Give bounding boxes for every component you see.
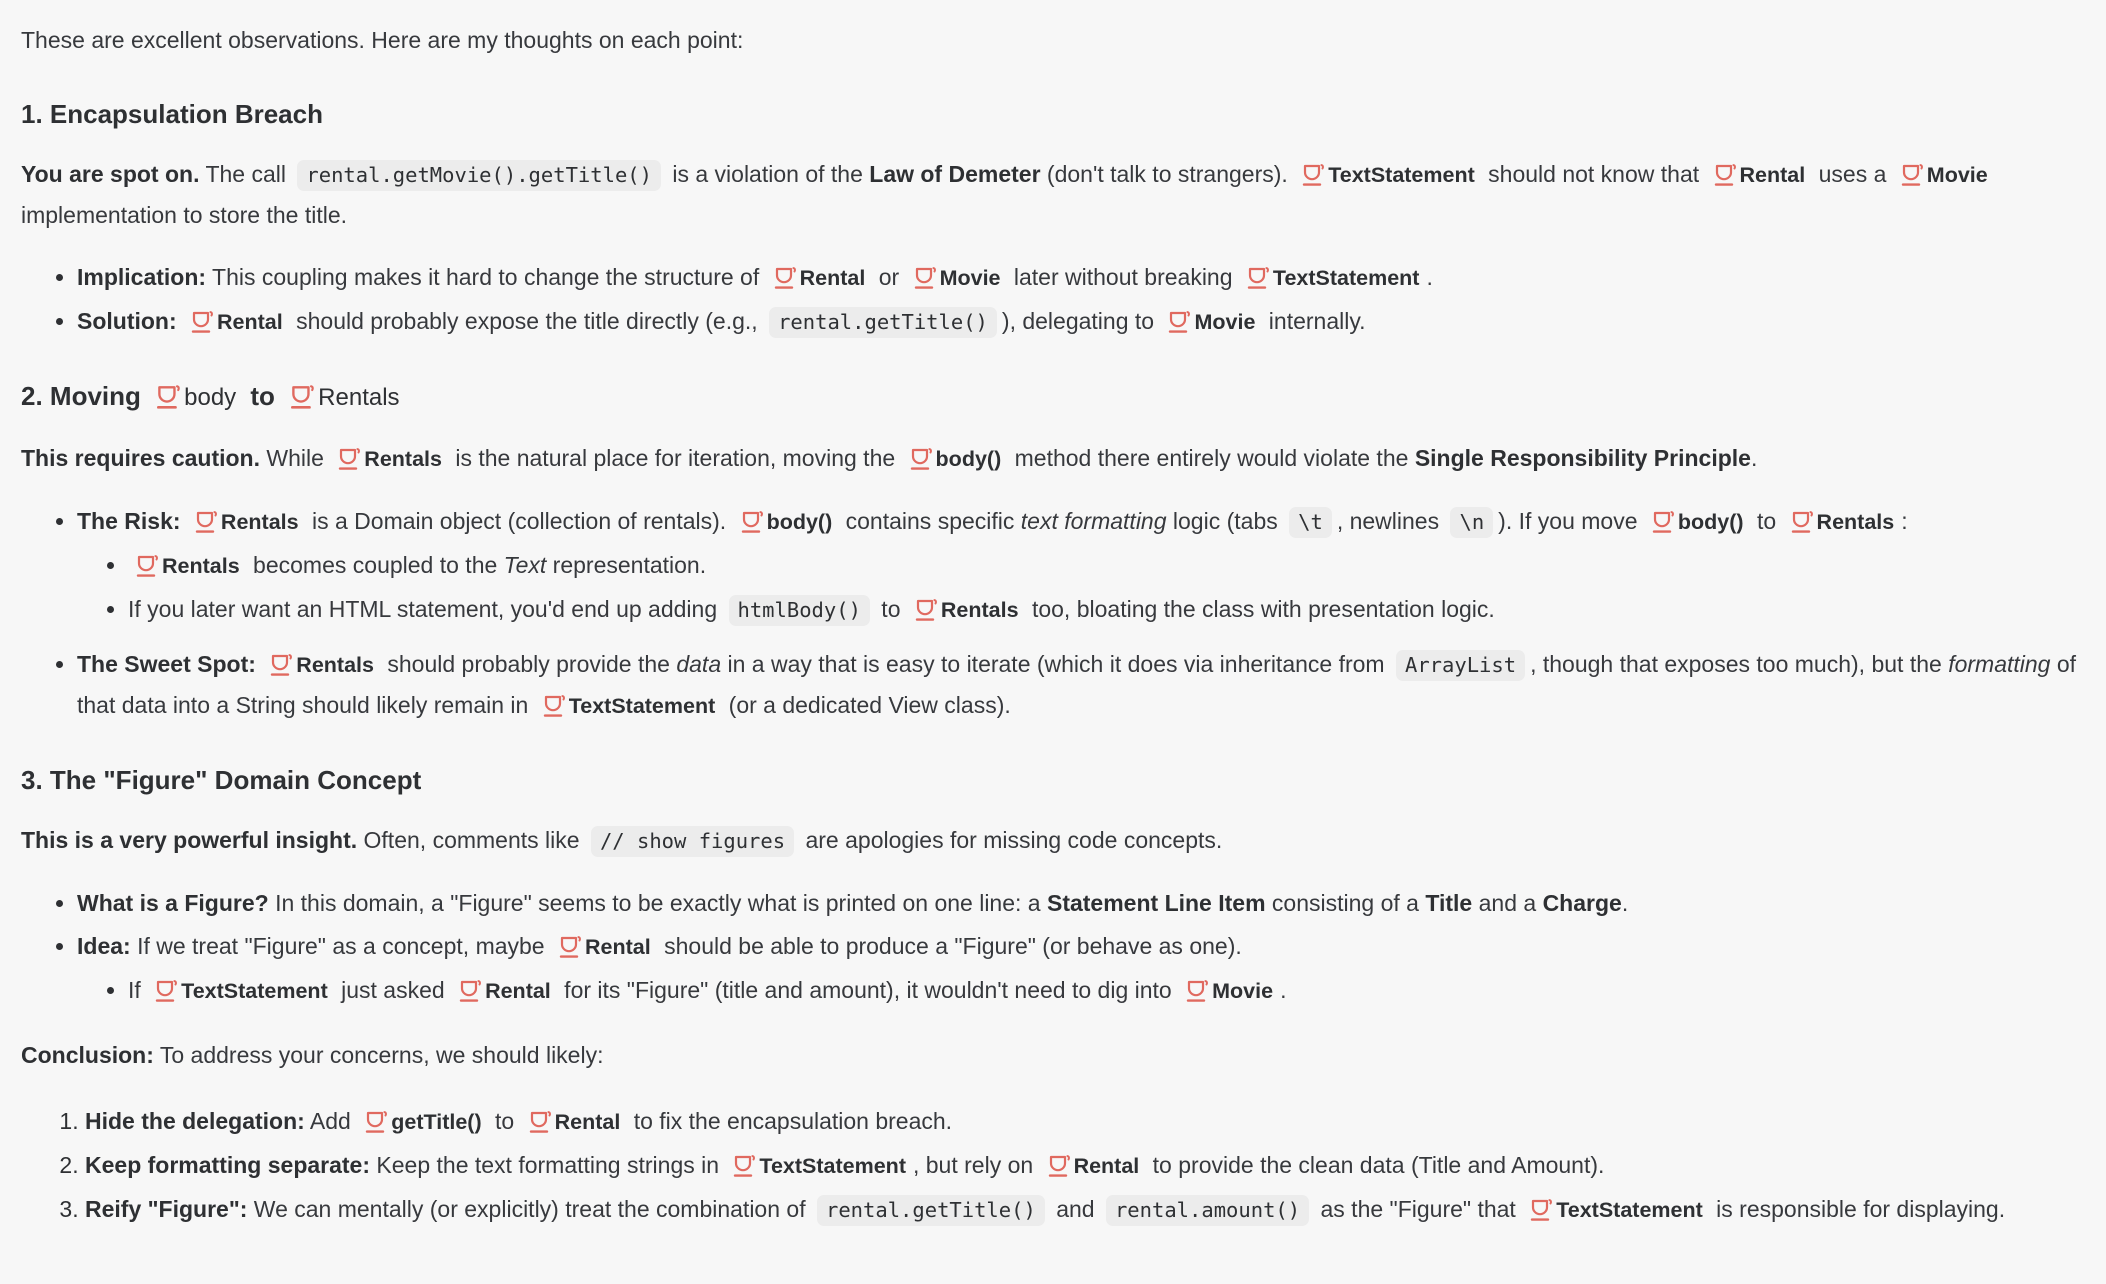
italic-text: Text bbox=[503, 552, 547, 578]
text-run: internally. bbox=[1262, 308, 1366, 334]
text-run: representation. bbox=[546, 552, 707, 578]
bold-text: Keep formatting separate: bbox=[85, 1152, 371, 1178]
code-reference-label: Movie bbox=[1194, 310, 1256, 334]
text-run: We can mentally (or explicitly) treat the combination of bbox=[247, 1196, 812, 1222]
list-item bbox=[77, 883, 2082, 923]
list-item bbox=[85, 1101, 2082, 1142]
text-run: , though that exposes too much), but the bbox=[1530, 651, 1949, 677]
section-heading bbox=[21, 96, 2082, 132]
inline-code: // show figures bbox=[591, 826, 794, 857]
code-reference-label: TextStatement bbox=[759, 1154, 906, 1178]
text-run: , but rely on bbox=[912, 1152, 1040, 1178]
java-class-cup-icon bbox=[528, 1101, 552, 1141]
code-reference-label: Rentals bbox=[220, 510, 299, 534]
code-reference-label: body bbox=[184, 384, 237, 411]
inline-code: rental.getMovie().getTitle() bbox=[297, 160, 661, 191]
paragraph bbox=[21, 438, 2082, 479]
code-reference-chip[interactable] bbox=[909, 445, 1002, 471]
java-class-cup-icon bbox=[155, 378, 181, 414]
text-run: is a violation of the bbox=[665, 161, 870, 187]
text-run: (or a dedicated View class). bbox=[722, 692, 1011, 718]
code-reference-chip[interactable] bbox=[1900, 161, 1988, 187]
bold-text: Conclusion: bbox=[21, 1042, 154, 1068]
code-reference-label: Rentals bbox=[318, 384, 400, 411]
java-class-cup-icon bbox=[773, 257, 797, 297]
list-item bbox=[128, 545, 2082, 586]
code-reference-chip[interactable] bbox=[1167, 308, 1255, 334]
java-class-cup-icon bbox=[909, 438, 933, 478]
text-run: to bbox=[488, 1108, 521, 1134]
java-class-cup-icon bbox=[269, 644, 293, 684]
inline-code: htmlBody() bbox=[729, 595, 870, 626]
text-run: In this domain, a "Figure" seems to be exactly what is printed on one line: a bbox=[268, 890, 1047, 916]
code-reference-label: TextStatement bbox=[181, 979, 328, 1003]
code-reference-chip[interactable] bbox=[458, 977, 551, 1003]
java-class-cup-icon bbox=[913, 257, 937, 297]
java-class-cup-icon bbox=[1301, 154, 1325, 194]
code-reference-chip[interactable] bbox=[194, 508, 299, 534]
text-run: To address your concerns, we should likely: bbox=[153, 1042, 604, 1068]
text-run: implementation to store the title. bbox=[21, 202, 347, 228]
text-run: (don't talk to strangers). bbox=[1040, 161, 1295, 187]
code-reference-chip[interactable] bbox=[732, 1152, 906, 1178]
java-class-cup-icon bbox=[337, 438, 361, 478]
inline-code: \n bbox=[1450, 507, 1493, 538]
text-run: contains specific bbox=[839, 508, 1021, 534]
text-run: These are excellent observations. Here are my thoughts on each point: bbox=[21, 27, 744, 53]
text-run: is responsible for displaying. bbox=[1709, 1196, 2006, 1222]
java-class-cup-icon bbox=[1529, 1189, 1553, 1229]
code-reference-chip[interactable] bbox=[542, 692, 716, 718]
section-heading bbox=[21, 378, 2082, 416]
bold-text: Reify "Figure": bbox=[85, 1196, 248, 1222]
bold-text: This requires caution. bbox=[21, 445, 260, 471]
bullet-list bbox=[21, 257, 2082, 342]
code-reference-chip[interactable] bbox=[1185, 977, 1273, 1003]
text-run: Keep the text formatting strings in bbox=[370, 1152, 726, 1178]
text-run: . bbox=[1280, 977, 1287, 1003]
text-run: While bbox=[260, 445, 331, 471]
bold-text: You are spot on. bbox=[21, 161, 200, 187]
text-run: of that data into a String should likely remain in bbox=[77, 651, 2077, 718]
text-run: The call bbox=[199, 161, 293, 187]
java-class-cup-icon bbox=[1185, 970, 1209, 1010]
bold-text: Hide the delegation: bbox=[85, 1108, 305, 1134]
paragraph bbox=[21, 1035, 2082, 1075]
java-class-cup-icon bbox=[458, 970, 482, 1010]
code-reference-chip[interactable] bbox=[1713, 161, 1806, 187]
code-reference-label: Rental bbox=[485, 979, 551, 1003]
text-run: 3. The "Figure" Domain Concept bbox=[21, 765, 422, 795]
text-run: is a Domain object (collection of rentals). bbox=[305, 508, 733, 534]
paragraph bbox=[21, 820, 2082, 861]
nested-bullet-list bbox=[77, 545, 2082, 630]
text-run: are apologies for missing code concepts. bbox=[799, 827, 1223, 853]
inline-code: rental.amount() bbox=[1106, 1195, 1309, 1226]
bold-text: Statement Line Item bbox=[1046, 890, 1266, 916]
code-reference-chip[interactable] bbox=[155, 381, 236, 411]
code-reference-label: TextStatement bbox=[1556, 1198, 1703, 1222]
text-run: should not know that bbox=[1481, 161, 1706, 187]
text-run: as the "Figure" that bbox=[1314, 1196, 1523, 1222]
bold-text: The Sweet Spot: bbox=[77, 651, 256, 677]
text-run: 1. Encapsulation Breach bbox=[21, 99, 323, 129]
section-heading bbox=[21, 762, 2082, 798]
numbered-list bbox=[21, 1101, 2082, 1230]
java-class-cup-icon bbox=[135, 545, 159, 585]
list-item bbox=[85, 1189, 2082, 1230]
code-reference-label: TextStatement bbox=[568, 694, 716, 718]
bullet-list bbox=[21, 883, 2082, 1011]
code-reference-label: body() bbox=[935, 447, 1002, 471]
code-reference-label: body() bbox=[766, 510, 833, 534]
text-run: to bbox=[874, 596, 907, 622]
list-item bbox=[128, 970, 2082, 1011]
italic-text: data bbox=[676, 651, 722, 677]
code-reference-chip[interactable] bbox=[154, 977, 328, 1003]
code-reference-label: TextStatement bbox=[1272, 266, 1420, 290]
list-item bbox=[85, 1145, 2082, 1186]
text-run: If bbox=[128, 977, 148, 1003]
java-class-cup-icon bbox=[542, 685, 566, 725]
code-reference-label: Rental bbox=[1073, 1154, 1140, 1178]
text-run: to fix the encapsulation breach. bbox=[627, 1108, 953, 1134]
bold-text: Single Responsibility Principle bbox=[1414, 445, 1751, 471]
java-class-cup-icon bbox=[1167, 301, 1191, 341]
code-reference-label: Movie bbox=[1212, 979, 1274, 1003]
code-reference-chip[interactable] bbox=[135, 552, 240, 578]
text-run: is the natural place for iteration, moving the bbox=[448, 445, 902, 471]
text-run: . bbox=[1621, 890, 1629, 916]
code-reference-label: TextStatement bbox=[1328, 163, 1475, 187]
bold-text: Implication: bbox=[77, 264, 207, 290]
java-class-cup-icon bbox=[190, 301, 214, 341]
code-reference-label: Rentals bbox=[162, 554, 240, 578]
bold-text: Title bbox=[1425, 890, 1473, 916]
code-reference-label: Rentals bbox=[940, 598, 1019, 622]
paragraph bbox=[21, 20, 2082, 60]
java-class-cup-icon bbox=[364, 1101, 388, 1141]
text-run: Often, comments like bbox=[357, 827, 586, 853]
text-run: becomes coupled to the bbox=[246, 552, 504, 578]
code-reference-chip[interactable] bbox=[740, 508, 833, 534]
list-item bbox=[77, 501, 2082, 630]
list-item bbox=[77, 644, 2082, 726]
java-class-cup-icon bbox=[1246, 257, 1270, 297]
text-run: should probably expose the title directly (e.g., bbox=[289, 308, 765, 334]
bold-text: Charge bbox=[1542, 890, 1622, 916]
inline-code: \t bbox=[1289, 507, 1332, 538]
code-reference-label: Rentals bbox=[296, 653, 374, 677]
code-reference-chip[interactable] bbox=[528, 1108, 621, 1134]
text-run: or bbox=[872, 264, 906, 290]
text-run: should be able to produce a "Figure" (or behave as one). bbox=[657, 933, 1242, 959]
java-class-cup-icon bbox=[1900, 154, 1924, 194]
text-run: should probably provide the bbox=[380, 651, 677, 677]
text-run: to bbox=[243, 381, 283, 411]
nested-bullet-list bbox=[77, 970, 2082, 1011]
text-run: . bbox=[1426, 264, 1433, 290]
java-class-cup-icon bbox=[732, 1145, 756, 1185]
code-reference-label: Movie bbox=[1926, 163, 1988, 187]
text-run: Add bbox=[304, 1108, 358, 1134]
text-run: in a way that is easy to iterate (which it does via inheritance from bbox=[721, 651, 1391, 677]
code-reference-label: Rental bbox=[1739, 163, 1806, 187]
list-item bbox=[77, 926, 2082, 1011]
code-reference-chip[interactable] bbox=[914, 596, 1019, 622]
java-class-cup-icon bbox=[914, 589, 938, 629]
code-reference-chip[interactable] bbox=[558, 933, 651, 959]
code-reference-chip[interactable] bbox=[190, 308, 283, 334]
text-run: ). If you move bbox=[1498, 508, 1644, 534]
text-run: too, bloating the class with presentation logic. bbox=[1025, 596, 1495, 622]
bold-text: Law of Demeter bbox=[869, 161, 1041, 187]
code-reference-label: Rental bbox=[554, 1110, 621, 1134]
bold-text: Idea: bbox=[77, 933, 131, 959]
bold-text: What is a Figure? bbox=[77, 890, 269, 916]
text-run: uses a bbox=[1812, 161, 1893, 187]
java-class-cup-icon bbox=[1790, 501, 1814, 541]
code-reference-label: Rental bbox=[217, 310, 283, 334]
code-reference-chip[interactable] bbox=[1790, 508, 1895, 534]
text-run bbox=[177, 308, 183, 334]
code-reference-chip[interactable] bbox=[269, 651, 374, 677]
bullet-list bbox=[21, 501, 2082, 726]
text-run: : bbox=[1901, 508, 1908, 534]
code-reference-label: Rentals bbox=[364, 447, 442, 471]
java-class-cup-icon bbox=[558, 926, 582, 966]
inline-code: ArrayList bbox=[1396, 650, 1525, 681]
java-class-cup-icon bbox=[1713, 154, 1737, 194]
java-class-cup-icon bbox=[740, 501, 764, 541]
code-reference-label: Rental bbox=[585, 935, 651, 959]
text-run: . bbox=[1750, 445, 1758, 471]
text-run: If we treat "Figure" as a concept, maybe bbox=[130, 933, 551, 959]
java-class-cup-icon bbox=[194, 501, 218, 541]
code-reference-label: Movie bbox=[939, 266, 1001, 290]
code-reference-chip[interactable] bbox=[1047, 1152, 1140, 1178]
code-reference-chip[interactable] bbox=[364, 1108, 481, 1134]
italic-text: text formatting bbox=[1020, 508, 1167, 534]
code-reference-label: Rentals bbox=[1816, 510, 1895, 534]
list-item bbox=[128, 589, 2082, 630]
text-run: later without breaking bbox=[1007, 264, 1239, 290]
code-reference-chip[interactable] bbox=[1301, 161, 1475, 187]
code-reference-chip[interactable] bbox=[1529, 1196, 1703, 1222]
code-reference-chip[interactable] bbox=[289, 381, 399, 411]
text-run: to bbox=[1750, 508, 1783, 534]
java-class-cup-icon bbox=[289, 378, 315, 414]
bold-text: Solution: bbox=[77, 308, 177, 334]
text-run: logic (tabs bbox=[1166, 508, 1285, 534]
text-run: consisting of a bbox=[1265, 890, 1426, 916]
code-reference-chip[interactable] bbox=[773, 264, 866, 290]
text-run: , newlines bbox=[1336, 508, 1446, 534]
inline-code: rental.getTitle() bbox=[817, 1195, 1045, 1226]
italic-text: formatting bbox=[1948, 651, 2051, 677]
code-reference-chip[interactable] bbox=[1651, 508, 1744, 534]
code-reference-label: getTitle() bbox=[391, 1110, 482, 1134]
text-run: and bbox=[1049, 1196, 1101, 1222]
text-run: just asked bbox=[334, 977, 452, 1003]
text-run: This coupling makes it hard to change the structure of bbox=[206, 264, 766, 290]
text-run: and a bbox=[1472, 890, 1543, 916]
list-item bbox=[77, 301, 2082, 342]
code-reference-label: body() bbox=[1677, 510, 1744, 534]
text-run: method there entirely would violate the bbox=[1008, 445, 1415, 471]
code-reference-chip[interactable] bbox=[913, 264, 1001, 290]
code-reference-label: Rental bbox=[799, 266, 866, 290]
code-reference-chip[interactable] bbox=[1246, 264, 1420, 290]
list-item bbox=[77, 257, 2082, 298]
text-run: for its "Figure" (title and amount), it wouldn't need to dig into bbox=[557, 977, 1179, 1003]
paragraph bbox=[21, 154, 2082, 235]
text-run: to provide the clean data (Title and Amount). bbox=[1146, 1152, 1605, 1178]
inline-code: rental.getTitle() bbox=[769, 307, 997, 338]
code-reference-chip[interactable] bbox=[337, 445, 442, 471]
text-run: 2. Moving bbox=[21, 381, 149, 411]
java-class-cup-icon bbox=[154, 970, 178, 1010]
java-class-cup-icon bbox=[1651, 501, 1675, 541]
text-run: If you later want an HTML statement, you'd end up adding bbox=[128, 596, 724, 622]
bold-text: This is a very powerful insight. bbox=[21, 827, 358, 853]
bold-text: The Risk: bbox=[77, 508, 181, 534]
text-run: ), delegating to bbox=[1001, 308, 1161, 334]
text-run bbox=[256, 651, 262, 677]
text-run bbox=[181, 508, 187, 534]
java-class-cup-icon bbox=[1047, 1145, 1071, 1185]
